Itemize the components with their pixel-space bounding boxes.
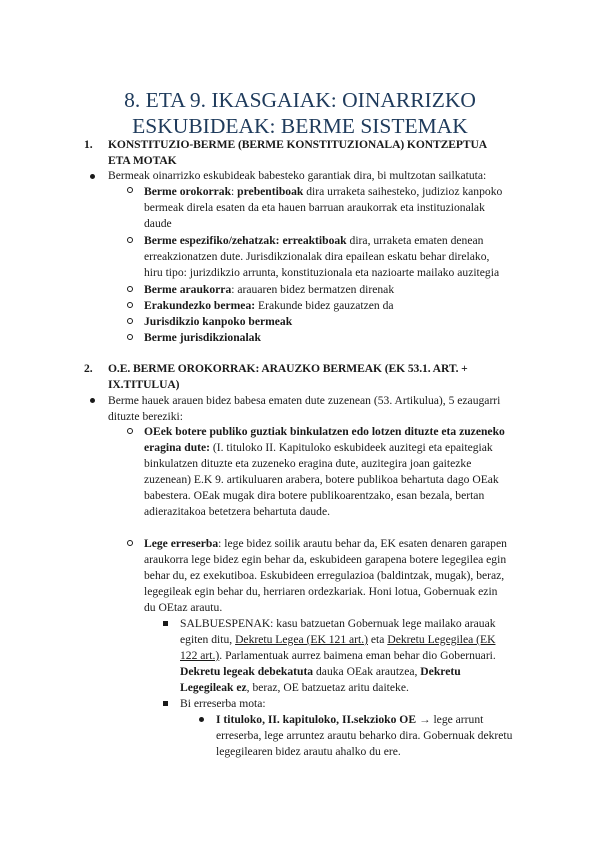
list-item-text: : lege bidez soilik arautu behar da, EK esaten denaren garapen [218,537,507,550]
list-item [144,282,394,298]
list-item-text: babestera. OEak mugak dira botere publikoarentzako, esan bezala, bertan [144,489,485,502]
section-2-intro-line-2: dituzte bereziki: [108,410,184,423]
section-2-number: 2. [84,362,93,375]
section-1-intro: Bermeak oinarrizko eskubideak babesteko garantiak dira, bi multzotan sailkatuta: [108,169,487,182]
law-reference-link[interactable]: 122 art.) [180,649,220,662]
bullet-icon [127,237,133,243]
list-item-text: dauka OEak arautzea, [313,665,421,678]
list-item-text: legegilearen bidez arautu ahalko du ere. [216,745,401,758]
list-item [144,298,394,314]
list-item-text: du OEtaz arautu. [144,601,223,614]
list-item-term: I tituloko, II. kapituloko, II.sekzioko OE [216,713,417,726]
list-item-text: binkulatzen dituzte eta zuzeneko eragina dute, auzitegira joan gaitezke [144,457,472,470]
list-item-text: erreakzionatzen dute. Jurisdikzionalak dira epailean eskatu behar direlako, [144,250,490,263]
list-item-text: : [231,185,238,198]
bullet-icon [127,187,133,193]
list-item-text: dira urraketa saihesteko, judizioz kanpoko [303,185,503,198]
law-reference-link[interactable]: Dekretu Legea (EK 121 art.) [235,633,369,646]
list-item-text: adierazitakoa betetzera behartuta daude. [144,505,331,518]
list-item [144,233,483,249]
bullet-icon [163,621,168,626]
list-item-term: Berme jurisdikzionalak [144,331,261,344]
list-item-text: daude [144,217,172,230]
list-item-text: dira, urraketa ematen denean [346,234,484,247]
page-title-line-1: 8. ETA 9. IKASGAIAK: OINARRIZKO [124,88,476,112]
list-item-text: Bi erreserba mota: [180,697,266,710]
list-item [144,184,502,200]
bullet-icon [199,717,204,722]
list-item-term: eragina dute: [144,441,211,454]
list-item [180,632,495,648]
section-2-intro-line-1: Berme hauek arauen bidez babesa ematen dute zuzenean (53. Artikulua), 5 ezaugarri [108,394,501,407]
list-item-text: egiten ditu, [180,633,236,646]
section-2-heading-line-2: IX.TITULUA) [108,378,180,391]
bullet-icon [127,302,133,308]
list-item [180,680,409,696]
list-item-term: Erakundezko bermea: [144,299,256,312]
list-item [180,664,461,680]
list-item-text: Erakunde bidez gauzatzen da [255,299,394,312]
bullet-icon [90,174,95,179]
list-item [180,648,496,664]
section-1-heading-line-1: KONSTITUZIO-BERME (BERME KONSTITUZIONALA) KONTZEPTUA [108,138,488,151]
bullet-icon [90,398,95,403]
bullet-icon [127,428,133,434]
bullet-icon [127,318,133,324]
list-item-term: Dekretu legeak debekatuta [180,665,314,678]
list-item-text: zuzenean) E.K 9. artikuluaren arabera, botere publikoa behartuta dago OEak [144,473,499,486]
list-item [144,536,507,552]
list-item-text: → lege arrunt [416,713,484,726]
list-item-text: : arauaren bidez bermatzen direnak [231,283,395,296]
list-item-text: . Parlamentuak aurrez baimena eman behar dio Gobernuari. [219,649,496,662]
list-item-term: prebentiboak [237,185,304,198]
list-item-term: Legegileak ez [180,681,247,694]
list-item-text: behar du, ez exekutiboa. Eskubideen erregulazioa (baldintzak, mugak), beraz, [144,569,505,582]
list-item-text: , beraz, OE batzuetaz aritu daiteke. [246,681,409,694]
list-item [144,440,493,456]
list-item-term: Berme araukorra [144,283,232,296]
list-item-term: Berme espezifiko/zehatzak: erreaktiboak [144,234,347,247]
page-title-line-2: ESKUBIDEAK: BERME SISTEMAK [132,114,468,138]
section-1-number: 1. [84,138,93,151]
list-item-text: hiru tipo: jurizdikzio arrunta, konstituzionala eta nazioarte mailako auzitegia [144,266,500,279]
bullet-icon [127,286,133,292]
law-reference-link[interactable]: Dekretu Legegilea (EK [387,633,496,646]
list-item-term: Dekretu [420,665,461,678]
list-item-term: Jurisdikzio kanpoko bermeak [144,315,293,328]
list-item-text: araukorra lege bidez egin behar da, eskubideen garapena botere legegilea egin [144,553,507,566]
section-1-heading-line-2: ETA MOTAK [108,154,177,167]
list-item [216,712,483,728]
list-item-term: Berme orokorrak [144,185,232,198]
list-item-text: legegileak egin behar du, herriaren ordezkariak. Honi lotua, Gobernuak ezin [144,585,498,598]
list-item-text: eta [368,633,388,646]
list-item-term: OEek botere publiko guztiak binkulatzen edo lotzen dituzte eta zuzeneko [144,425,505,438]
list-item-text: bermeak direla esaten da eta hauen barruan araukorrak eta instituzionalak [144,201,485,214]
list-item-text: erreserba, lege arruntez arautu beharko dira. Gobernuak dekretu [216,729,513,742]
list-item-text: (I. tituloko II. Kapituloko eskubideek auzitegi eta epaitegiak [210,441,493,454]
bullet-icon [163,701,168,706]
section-2-heading-line-1: O.E. BERME OROKORRAK: ARAUZKO BERMEAK (EK 53.1. ART. + [108,362,468,375]
list-item-text: SALBUESPENAK: kasu batzuetan Gobernuak lege mailako arauak [180,617,496,630]
list-item-term: Lege erreserba [144,537,219,550]
bullet-icon [127,334,133,340]
bullet-icon [127,540,133,546]
